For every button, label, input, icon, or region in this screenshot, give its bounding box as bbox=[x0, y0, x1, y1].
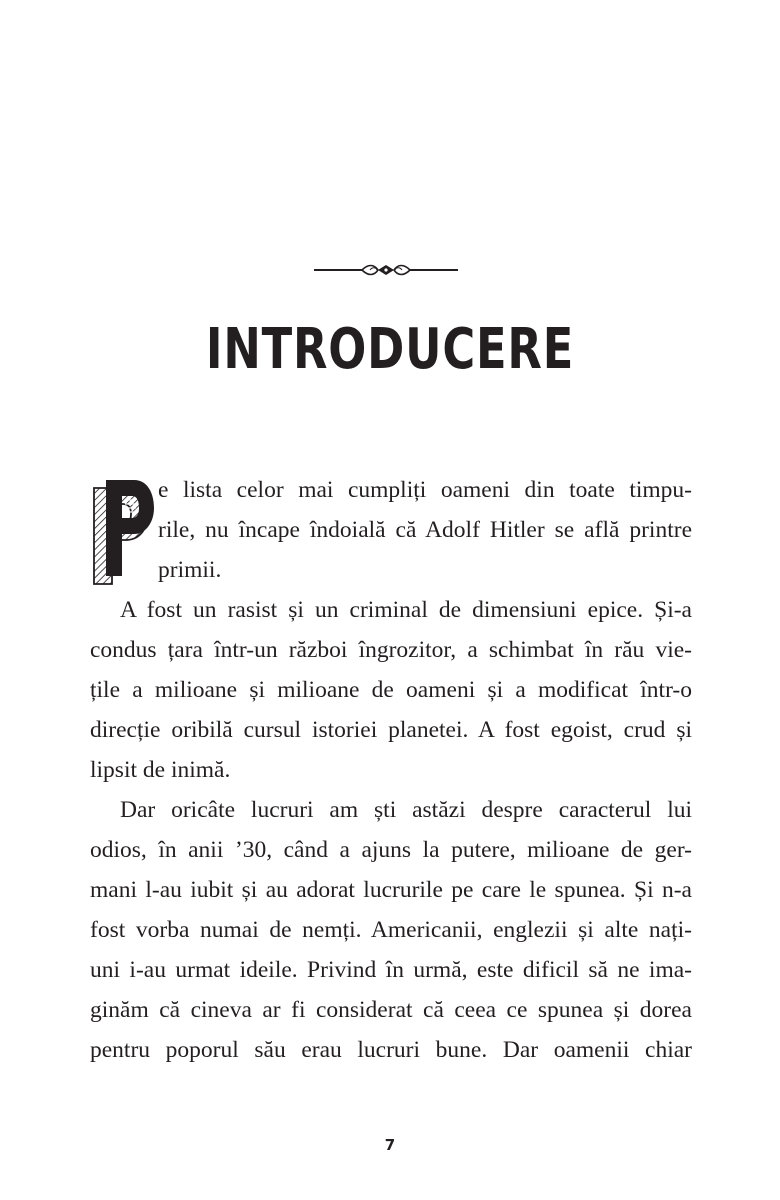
text-line: ginăm că cineva ar fi considerat că ceea ce spunea și dorea bbox=[90, 997, 692, 1023]
paragraph bbox=[90, 790, 692, 1070]
text-line: primii. bbox=[158, 557, 222, 583]
text-line: fost vorba numai de nemți. Americanii, englezii și alte nați- bbox=[90, 917, 692, 943]
text-line: țile a milioane și milioane de oameni și a modificat într-o bbox=[90, 677, 692, 703]
text-line: uni i-au urmat ideile. Privind în urmă, este dificil să ne ima- bbox=[90, 957, 692, 983]
text-line: odios, în anii ’30, când a ajuns la putere, milioane de ger- bbox=[90, 837, 692, 863]
paragraph bbox=[90, 470, 692, 590]
decorative-rule-icon bbox=[314, 258, 458, 282]
page-number: 7 bbox=[384, 1136, 396, 1154]
chapter-title: INTRODUCERE bbox=[205, 317, 575, 382]
text-line: Dar oricâte lucruri am ști astăzi despre caracterul lui bbox=[120, 797, 692, 823]
body-text bbox=[90, 470, 692, 1070]
text-line: rile, nu încape îndoială că Adolf Hitler se află printre bbox=[158, 517, 692, 543]
text-line: e lista celor mai cumpliți oameni din toate timpu- bbox=[158, 477, 692, 503]
text-line: lipsit de inimă. bbox=[90, 757, 231, 783]
text-line: condus țara într-un război îngrozitor, a schimbat în rău vie- bbox=[90, 637, 692, 663]
paragraph bbox=[90, 590, 692, 790]
text-line: mani l-au iubit și au adorat lucrurile pe care le spunea. Și n-a bbox=[90, 877, 692, 903]
text-line: direcție oribilă cursul istoriei planetei. A fost egoist, crud și bbox=[90, 717, 692, 743]
text-line: pentru poporul său erau lucruri bune. Dar oamenii chiar bbox=[90, 1037, 692, 1063]
text-line: A fost un rasist și un criminal de dimensiuni epice. Și-a bbox=[120, 597, 692, 623]
